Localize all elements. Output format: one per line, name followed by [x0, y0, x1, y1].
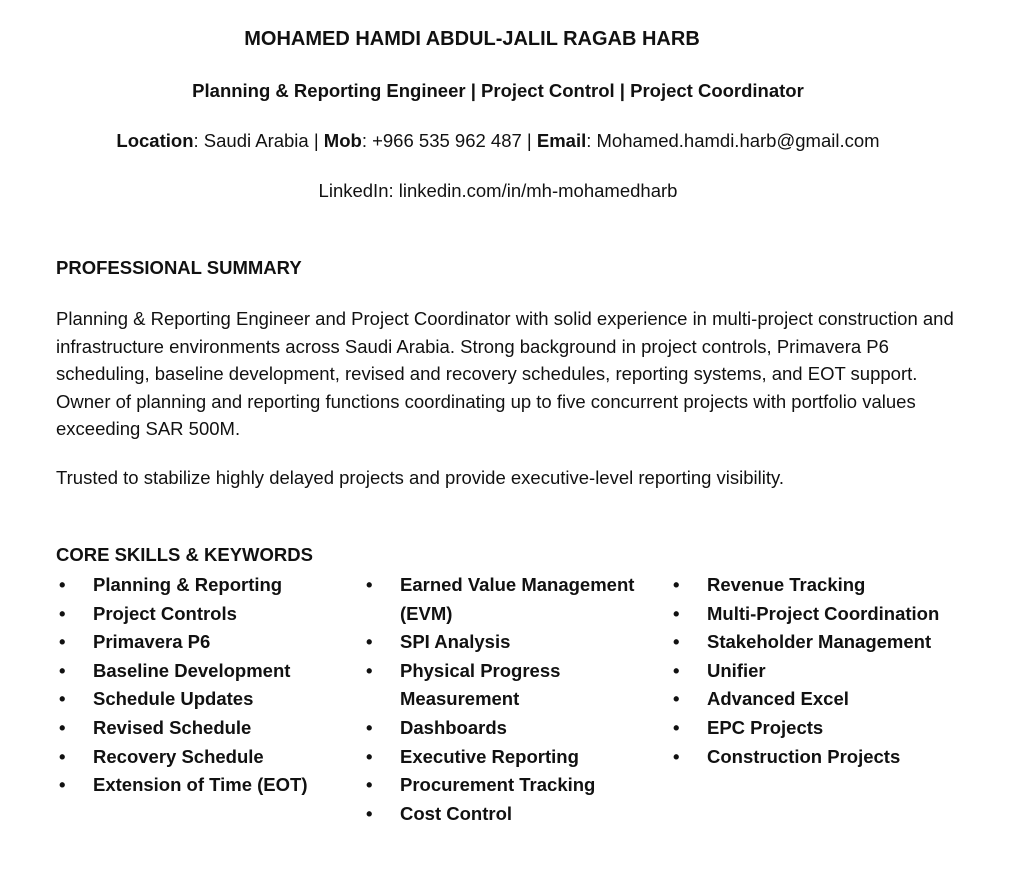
bullet-icon: • — [673, 602, 680, 624]
bullet-icon: • — [366, 745, 373, 767]
skill-item — [670, 628, 990, 657]
skill-label: Cost Control — [400, 802, 513, 824]
bullet-icon: • — [673, 716, 680, 738]
skill-item — [363, 657, 663, 714]
summary-paragraph-1: Planning & Reporting Engineer and Project Coordinator with solid experience in multi-project construction and infrastructure environments across Saudi Arabia. Strong background in project controls, Primavera P6 scheduling, baseline development, revised and recovery schedules, reporting systems, and EOT support. Owner of planning and reporting functions coordinating up to five concurrent projects with portfolio values exceeding SAR 500M. — [56, 308, 954, 439]
skill-item — [56, 628, 356, 657]
skill-item — [670, 714, 990, 743]
bullet-icon: • — [59, 659, 66, 681]
bullet-icon: • — [59, 574, 66, 595]
summary-paragraph-2: Trusted to stabilize highly delayed projects and provide executive-level reporting visibility. — [56, 467, 785, 488]
skill-label: Schedule Updates — [93, 688, 254, 710]
skills-column-3 — [670, 571, 990, 771]
skill-item — [56, 771, 356, 800]
bullet-icon: • — [59, 631, 66, 653]
skill-item — [670, 571, 990, 600]
location-label: Location — [116, 130, 194, 151]
skill-label: Stakeholder Management — [707, 631, 932, 653]
skills-column-2 — [363, 571, 663, 828]
skills-column-1 — [56, 571, 356, 800]
skills-heading: CORE SKILLS & KEYWORDS — [56, 544, 313, 565]
bullet-icon: • — [59, 716, 66, 738]
skill-label: Primavera P6 — [93, 631, 211, 653]
skill-item — [56, 743, 356, 772]
linkedin-line: LinkedIn: linkedin.com/in/mh-mohamedharb — [318, 180, 678, 201]
bullet-icon: • — [366, 716, 373, 738]
skill-item — [363, 628, 663, 657]
bullet-icon: • — [673, 745, 680, 767]
skill-label: SPI Analysis — [400, 631, 511, 653]
location-value: : Saudi Arabia | — [193, 130, 324, 151]
skill-item — [363, 771, 663, 800]
skill-label: Earned Value Management (EVM) — [400, 574, 635, 624]
skill-label: Planning & Reporting — [93, 574, 283, 595]
skill-item — [670, 743, 990, 772]
skill-label: Multi-Project Coordination — [707, 602, 940, 624]
skill-item — [56, 714, 356, 743]
skill-label: Unifier — [707, 659, 766, 681]
email-label: Email — [536, 130, 587, 151]
mob-label: Mob — [323, 130, 362, 151]
candidate-name: MOHAMED HAMDI ABDUL-JALIL RAGAB HARB — [244, 28, 700, 50]
skill-label: Baseline Development — [93, 659, 291, 681]
bullet-icon: • — [673, 659, 680, 681]
bullet-icon: • — [366, 631, 373, 653]
bullet-icon: • — [673, 631, 680, 653]
skill-item — [56, 657, 356, 686]
professional-headline: Planning & Reporting Engineer | Project Control | Project Coordinator — [192, 80, 804, 101]
skill-label: Construction Projects — [707, 745, 901, 767]
skill-label: Advanced Excel — [707, 688, 849, 710]
bullet-icon: • — [673, 574, 680, 595]
skill-item — [56, 685, 356, 714]
skill-label: Procurement Tracking — [400, 774, 596, 796]
bullet-icon: • — [59, 745, 66, 767]
skill-item — [363, 800, 663, 829]
bullet-icon: • — [366, 574, 373, 595]
skill-label: Physical Progress Measurement — [400, 659, 561, 710]
bullet-icon: • — [59, 774, 66, 796]
skill-item — [363, 571, 663, 628]
contact-line — [0, 130, 1010, 152]
skill-item — [363, 714, 663, 743]
skill-label: Dashboards — [400, 716, 507, 738]
bullet-icon: • — [366, 802, 373, 824]
skill-item — [670, 657, 990, 686]
bullet-icon: • — [366, 774, 373, 796]
skill-label: Executive Reporting — [400, 745, 579, 767]
skill-item — [56, 600, 356, 629]
summary-heading: PROFESSIONAL SUMMARY — [56, 257, 302, 278]
skill-item — [670, 600, 990, 629]
skill-item — [56, 571, 356, 600]
bullet-icon: • — [59, 602, 66, 624]
mob-value: : +966 535 962 487 | — [361, 130, 537, 151]
bullet-icon: • — [59, 688, 66, 710]
skill-label: Revised Schedule — [93, 716, 252, 738]
skill-item — [363, 743, 663, 772]
skill-label: EPC Projects — [707, 716, 824, 738]
bullet-icon: • — [366, 659, 373, 681]
skill-label: Revenue Tracking — [707, 574, 866, 595]
skill-label: Project Controls — [93, 602, 237, 624]
bullet-icon: • — [673, 688, 680, 710]
skill-label: Extension of Time (EOT) — [93, 774, 308, 796]
skill-item — [670, 685, 990, 714]
email-value: : Mohamed.hamdi.harb@gmail.com — [586, 130, 880, 151]
skill-label: Recovery Schedule — [93, 745, 264, 767]
